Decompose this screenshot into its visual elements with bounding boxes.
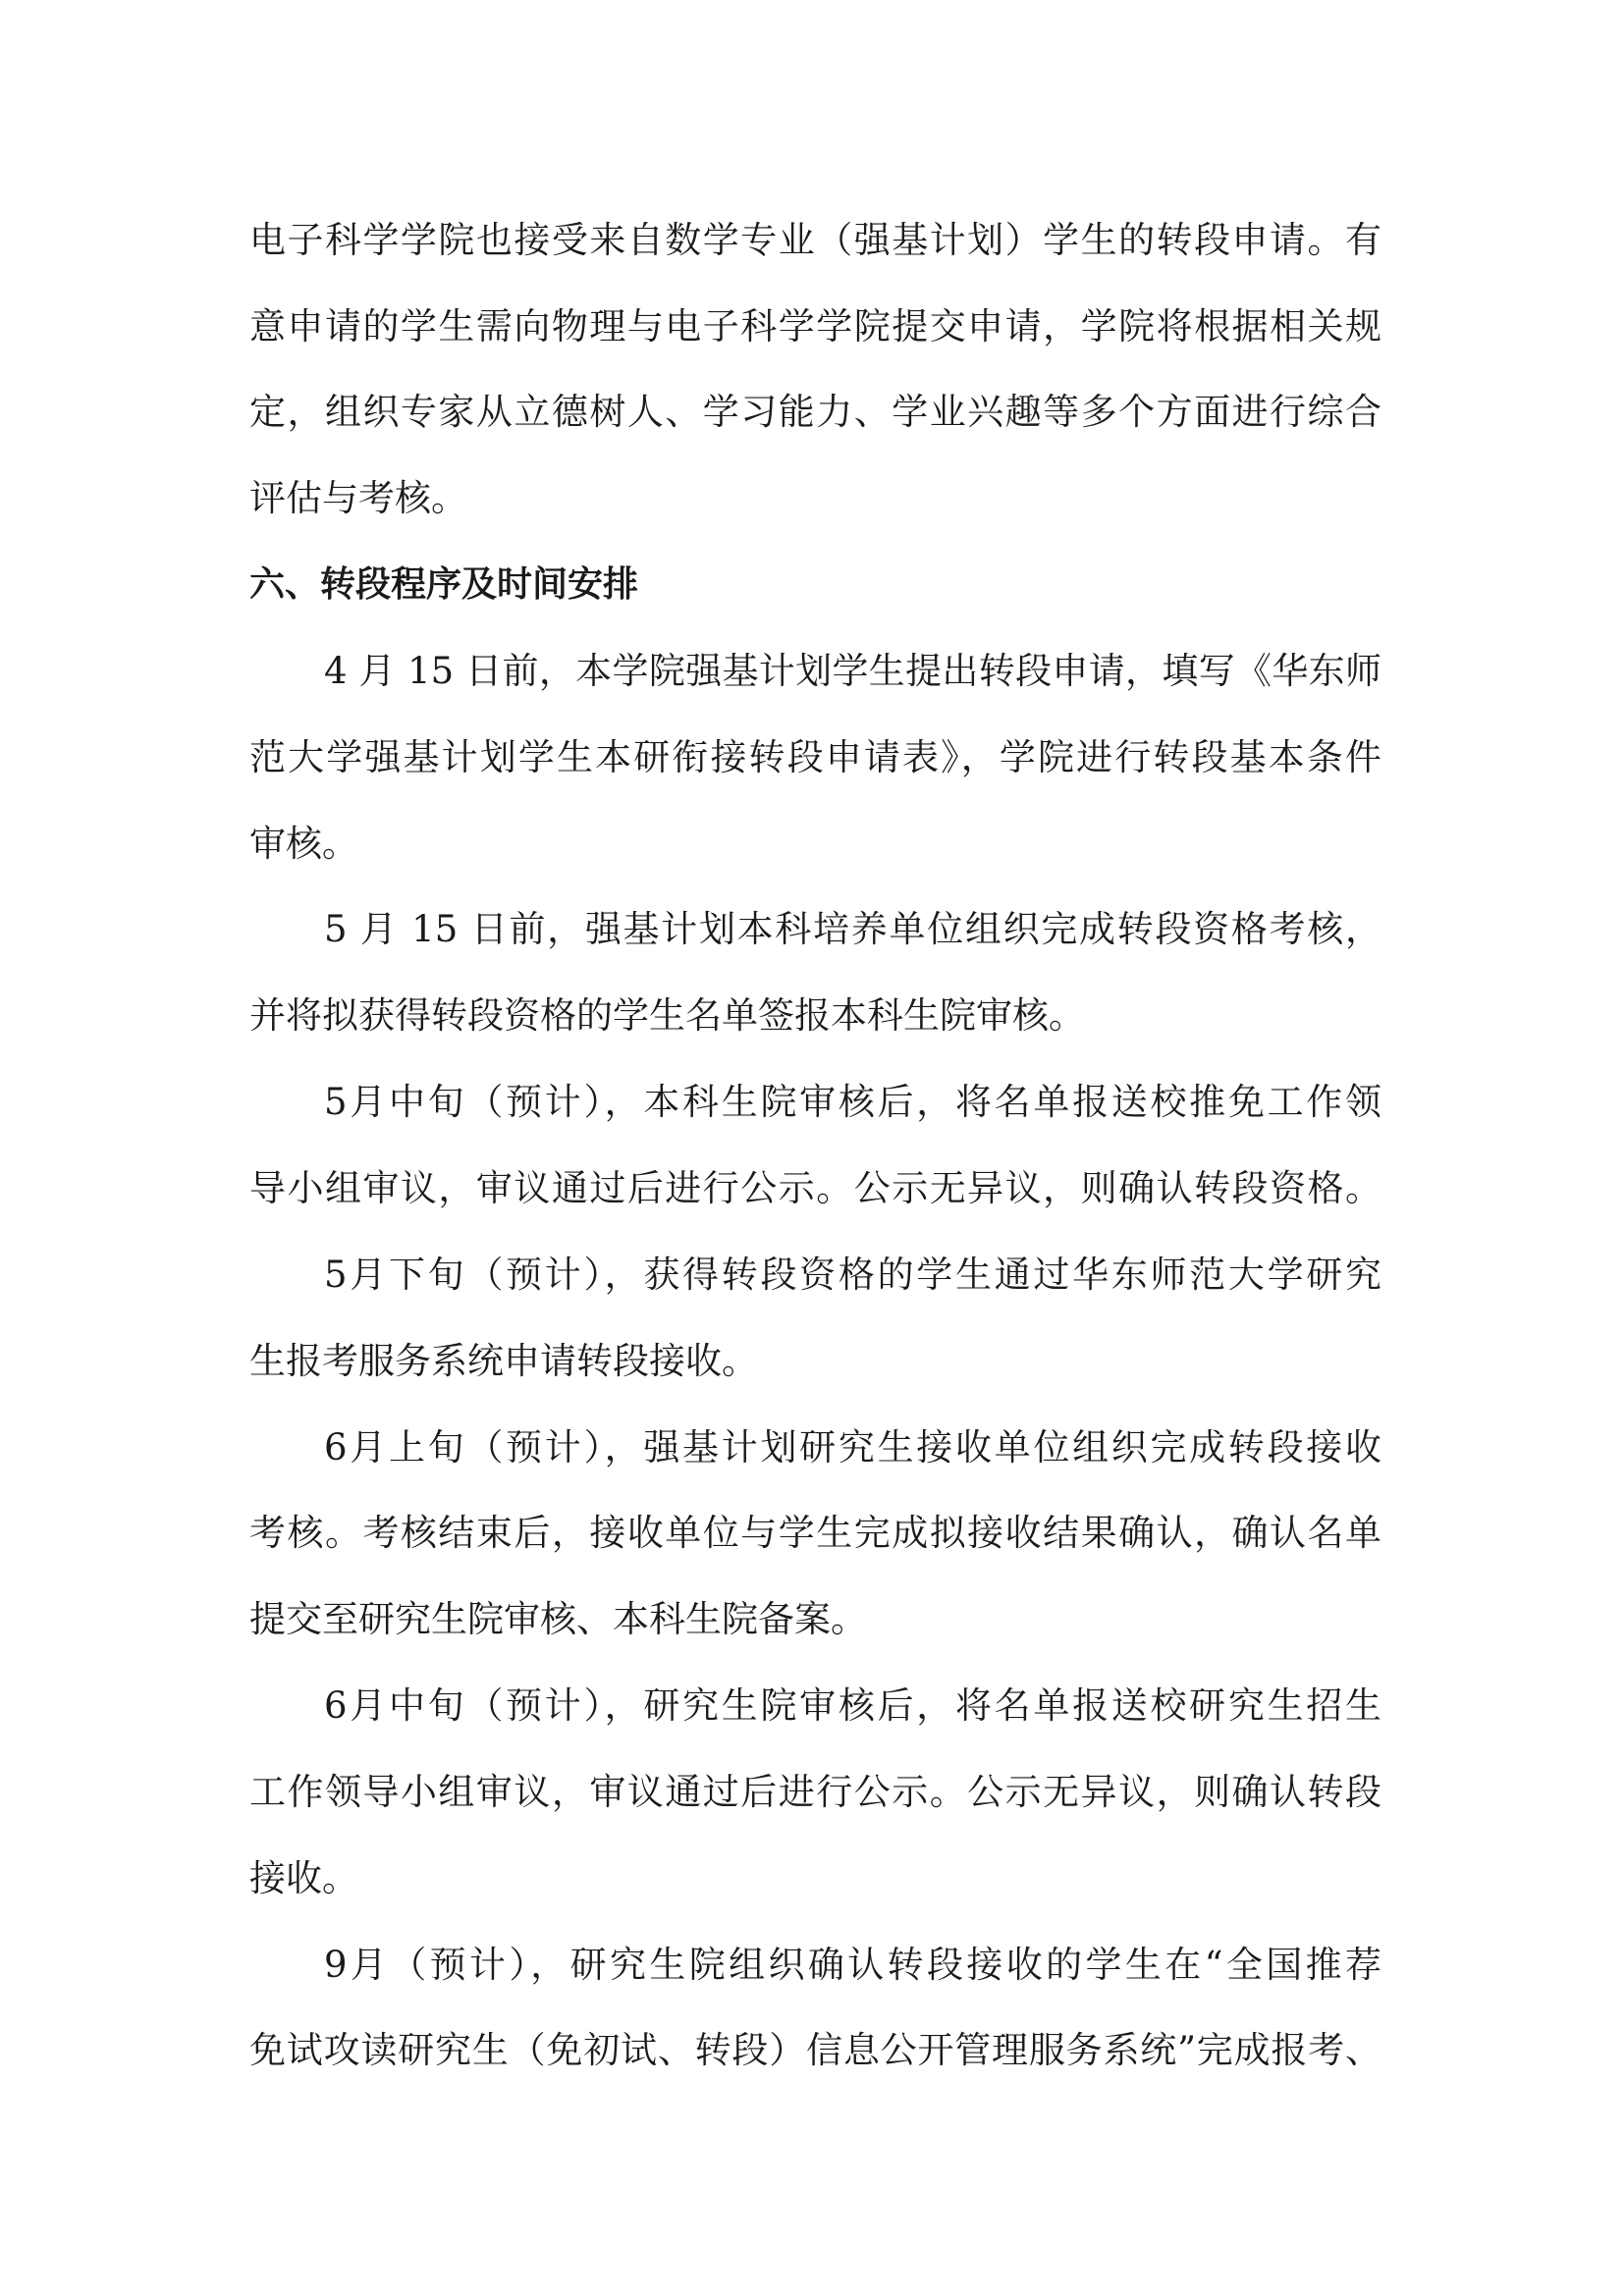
paragraph-line: 5 月 15 日前，强基计划本科培养单位组织完成转段资格考核， xyxy=(324,908,1381,950)
paragraph-line: 评估与考核。 xyxy=(249,477,467,519)
paragraph-line: 6月中旬（预计），研究生院审核后，将名单报送校研究生招生 xyxy=(324,1684,1381,1727)
paragraph-line: 4 月 15 日前，本学院强基计划学生提出转段申请，填写《华东师 xyxy=(324,650,1381,692)
paragraph-line: 定，组织专家从立德树人、学习能力、学业兴趣等多个方面进行综合 xyxy=(249,391,1381,433)
paragraph-line: 工作领导小组审议，审议通过后进行公示。公示无异议，则确认转段 xyxy=(249,1771,1381,1813)
paragraph-line: 并将拟获得转段资格的学生名单签报本科生院审核。 xyxy=(249,994,1085,1037)
paragraph-line: 电子科学学院也接受来自数学专业（强基计划）学生的转段申请。有 xyxy=(249,219,1381,261)
paragraph-line: 5月下旬（预计），获得转段资格的学生通过华东师范大学研究 xyxy=(324,1254,1381,1296)
paragraph-line: 免试攻读研究生（免初试、转段）信息公开管理服务系统”完成报考、 xyxy=(249,2029,1381,2071)
paragraph-line: 考核。考核结束后，接收单位与学生完成拟接收结果确认，确认名单 xyxy=(249,1512,1381,1554)
paragraph-line: 导小组审议，审议通过后进行公示。公示无异议，则确认转段资格。 xyxy=(249,1167,1381,1209)
paragraph-line: 6月上旬（预计），强基计划研究生接收单位组织完成转段接收 xyxy=(324,1426,1381,1468)
paragraph-line: 审核。 xyxy=(249,823,358,865)
paragraph-line: 范大学强基计划学生本研衔接转段申请表》，学院进行转段基本条件 xyxy=(249,736,1381,778)
paragraph-line: 生报考服务系统申请转段接收。 xyxy=(249,1340,758,1382)
section-heading: 六、转段程序及时间安排 xyxy=(249,564,639,605)
paragraph-line: 提交至研究生院审核、本科生院备案。 xyxy=(249,1598,867,1640)
paragraph-line: 意申请的学生需向物理与电子科学学院提交申请，学院将根据相关规 xyxy=(249,305,1381,347)
paragraph-line: 5月中旬（预计），本科生院审核后，将名单报送校推免工作领 xyxy=(324,1081,1381,1123)
paragraph-line: 接收。 xyxy=(249,1857,358,1899)
paragraph-line: 9月（预计），研究生院组织确认转段接收的学生在“全国推荐 xyxy=(324,1944,1381,1986)
